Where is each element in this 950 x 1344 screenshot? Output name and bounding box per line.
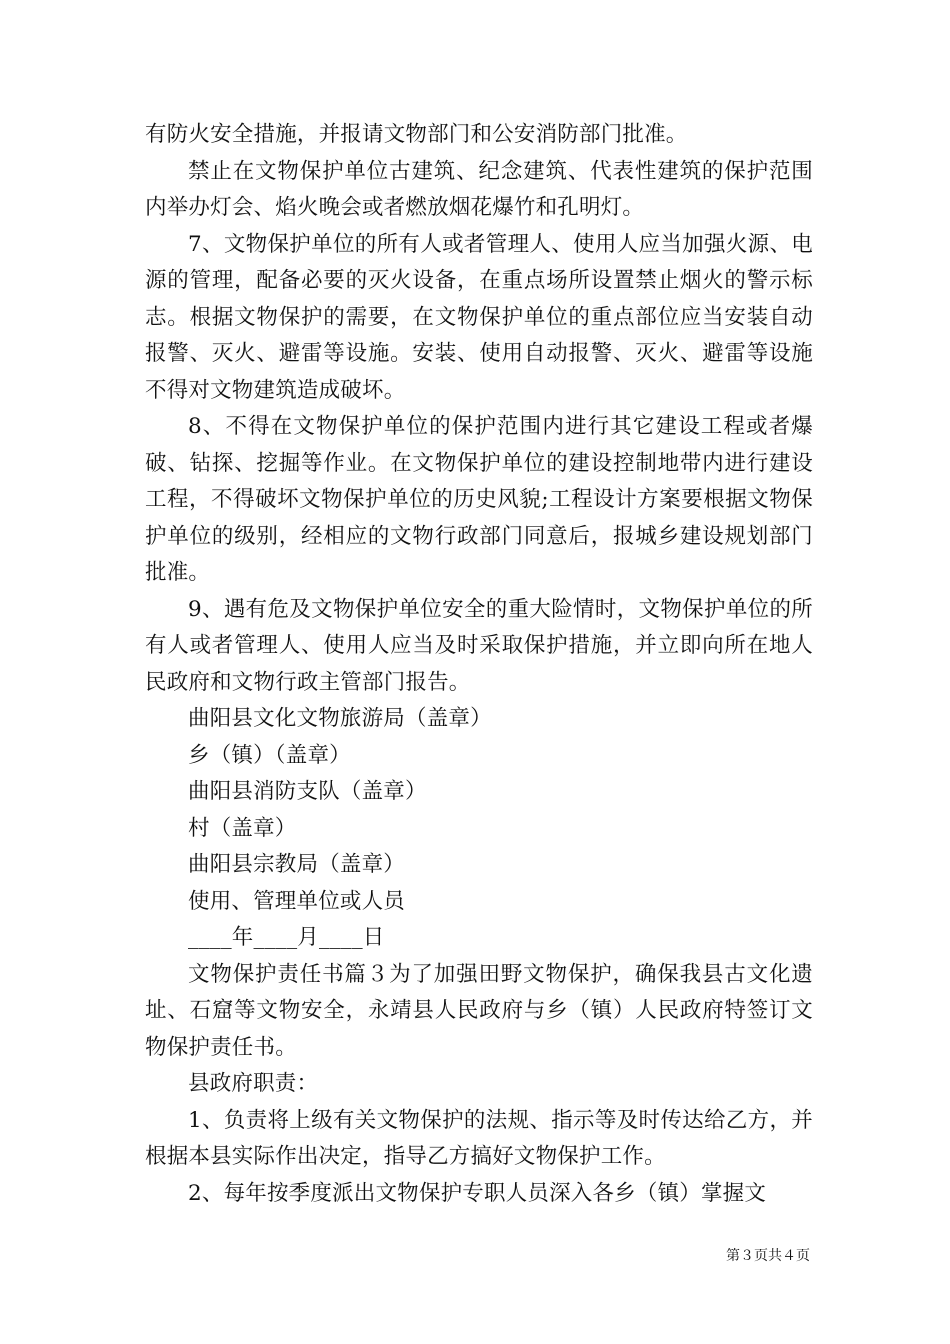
section-heading: 县政府职责： [188, 1071, 319, 1096]
paragraph: 7、文物保护单位的所有人或者管理人、使用人应当加强火源、电源的管理，配备必要的灭火设备，在重点场所设置禁止烟火的警示标志。根据文物保护的需要，在文物保护单位的重点部位应当安装自动报警、灭火、避雷等设施。安装、使用自动报警、灭火、避雷等设施不得对文物建筑造成破坏。 [145, 231, 813, 403]
paragraph: 9、遇有危及文物保护单位安全的重大险情时，文物保护单位的所有人或者管理人、使用人应当及时采取保护措施，并立即向所在地人民政府和文物行政主管部门报告。 [145, 596, 813, 695]
signature-line: 乡（镇）（盖章） [188, 742, 351, 768]
signature-line: 曲阳县宗教局（盖章） [188, 852, 406, 877]
signature-line: 村（盖章） [188, 815, 297, 841]
paragraph: 1、负责将上级有关文物保护的法规、指示等及时传达给乙方，并根据本县实际作出决定，指导乙方搞好文物保护工作。 [145, 1107, 813, 1169]
paragraph: 文物保护责任书篇３为了加强田野文物保护，确保我县古文化遗址、石窟等文物安全，永靖县人民政府与乡（镇）人民政府特签订文物保护责任书。 [145, 961, 813, 1060]
paragraph: 禁止在文物保护单位古建筑、纪念建筑、代表性建筑的保护范围内举办灯会、焰火晚会或者燃放烟花爆竹和孔明灯。 [145, 158, 813, 220]
document-body [145, 117, 813, 1212]
paragraph: 有防火安全措施，并报请文物部门和公安消防部门批准。 [145, 122, 688, 147]
signature-line: 使用、管理单位或人员 [188, 888, 406, 914]
signature-line: 曲阳县消防支队（盖章） [188, 779, 427, 804]
page-number: 第３页共４页 [726, 1248, 810, 1264]
paragraph: 8、不得在文物保护单位的保护范围内进行其它建设工程或者爆破、钻探、挖掘等作业。在文物保护单位的建设控制地带内进行建设工程，不得破坏文物保护单位的历史风貌;工程设计方案要根据文物保护单位的级别，经相应的文物行政部门同意后，报城乡建设规划部门批准。 [145, 414, 813, 585]
signature-line: 曲阳县文化文物旅游局（盖章） [188, 706, 492, 731]
paragraph: 2、每年按季度派出文物保护专职人员深入各乡（镇）掌握文 [188, 1180, 767, 1206]
date-line: ____年____月____日 [188, 925, 385, 950]
